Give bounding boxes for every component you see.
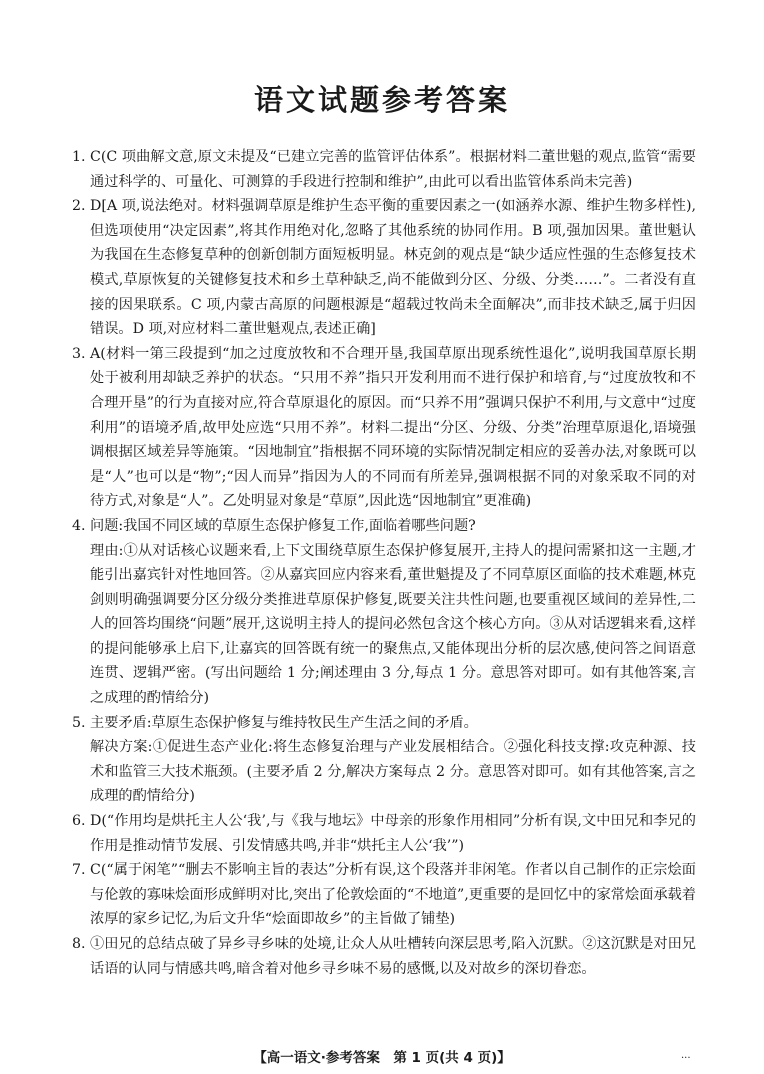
answer-item-1 [72,145,696,194]
answer-text: C(C 项曲解文意,原文未提及“已建立完善的监管评估体系”。根据材料二董世魁的观点,监管“需要通过科学的、可量化、可测算的手段进行控制和维护”,由此可以看出监管体系尚未完善) [90,149,696,190]
answer-number: 3. [72,345,86,362]
page-footer: 【高一语文·参考答案 第 1 页(共 4 页)】 [253,1050,511,1066]
answer-text: A(材料一第三段提到“加之过度放牧和不合理开垦,我国草原出现系统性退化”,说明我国草原长期处于被利用却缺乏养护的状态。“只用不养”指只开发利用而不进行保护和培育,与“过度放牧和不合理开垦”的行为直接对应,符合草原退化的原因。而“只养不用”强调只保护不利用,与文意中“过度利用”的语境矛盾,故甲处应选“只用不养”。材料二提出“分区、分级、分类”治理草原退化,语境强调根据区域差异等施策。“因地制宜”指根据不同环境的实际情况制定相应的妥善办法,对象既可以是“人”也可以是“物”;“因人而异”指因为人的不同而有所差异,强调根据不同的对象采取不同的对待方式,对象是“人”。乙处明显对象是“草原”,因此选“因地制宜”更准确) [90,345,696,510]
answer-number: 6. [72,813,86,830]
footer-mark: ... [681,1050,691,1061]
answer-item-3 [72,342,696,514]
answer-list [72,145,696,981]
answer-number: 2. [72,198,86,215]
answer-number: 1. [72,149,86,165]
answer-item-8 [72,932,696,981]
answer-item-7 [72,858,696,932]
answer-text: D(“作用均是烘托主人公‘我’,与《我与地坛》中母亲的形象作用相同”分析有误,文中田兄和李兄的作用是推动情节发展、引发情感共鸣,并非“烘托主人公‘我’”) [90,813,696,854]
answer-number: 5. [72,714,86,731]
answer-reason: 理由:①从对话核心议题来看,上下文围绕草原生态保护修复展开,主持人的提问需紧扣这一主题,才能引出嘉宾针对性地回答。②从嘉宾回应内容来看,董世魁提及了不同草原区面临的技术难题,林克剑则明确强调要分区分级分类推进草原保护修复,既要关注共性问题,也要重视区域间的差异性,二人的回答均围绕“问题”展开,这说明主持人的提问必然包含这个核心方向。③从对话逻辑来看,这样的提问能够承上启下,让嘉宾的回答既有统一的聚焦点,又能体现出分析的层次感,使问答之间语意连贯、逻辑严密。(写出问题给 1 分;阐述理由 3 分,每点 1 分。意思答对即可。如有其他答案,言之成理的酌情给分) [90,542,696,707]
answer-number: 7. [72,862,86,879]
answer-text: D[A 项,说法绝对。材料强调草原是维护生态平衡的重要因素之一(如涵养水源、维护生物多样性),但选项使用“决定因素”,将其作用绝对化,忽略了其他系统的协同作用。B 项,强加因果。董世魁认为我国在生态修复草种的创新创制方面短板明显。林克剑的观点是“缺少适应性强的生态修复技术模式,草原恢复的关键修复技术和乡土草种缺乏,尚不能做到分区、分级、分类……”。二者没有直接的因果联系。C 项,内蒙古高原的问题根源是“超载过牧尚未全面解决”,而非技术缺乏,属于归因错误。D 项,对应材料二董世魁观点,表述正确] [90,198,696,338]
answer-main-conflict: 主要矛盾:草原生态保护修复与维持牧民生产生活之间的矛盾。 [90,714,478,731]
answer-number: 4. [72,517,86,534]
answer-item-5 [72,711,696,809]
answer-number: 8. [72,936,86,952]
answer-text: C(“属于闲笔”“删去不影响主旨的表达”分析有误,这个段落并非闲笔。作者以自己制作的正宗烩面与伦敦的寡味烩面形成鲜明对比,突出了伦敦烩面的“不地道”,更重要的是回忆中的家常烩面承载着浓厚的家乡记忆,为后文升华“烩面即故乡”的主旨做了铺垫) [90,862,696,928]
answer-item-2 [72,194,696,342]
answer-question: 问题:我国不同区域的草原生态保护修复工作,面临着哪些问题? [90,517,476,534]
answer-text: ①田兄的总结点破了异乡寻乡味的处境,让众人从吐槽转向深层思考,陷入沉默。②这沉默是对田兄话语的认同与情感共鸣,暗含着对他乡寻乡味不易的感慨,以及对故乡的深切眷恋。 [90,936,696,977]
answer-item-4 [72,514,696,711]
answer-solution: 解决方案:①促进生态产业化:将生态修复治理与产业发展相结合。②强化科技支撑:攻克种源、技术和监管三大技术瓶颈。(主要矛盾 2 分,解决方案每点 2 分。意思答对即可。如有其他答案,言之成理的酌情给分) [90,739,696,805]
page-title: 语文试题参考答案 [253,83,510,117]
answer-item-6 [72,809,696,858]
